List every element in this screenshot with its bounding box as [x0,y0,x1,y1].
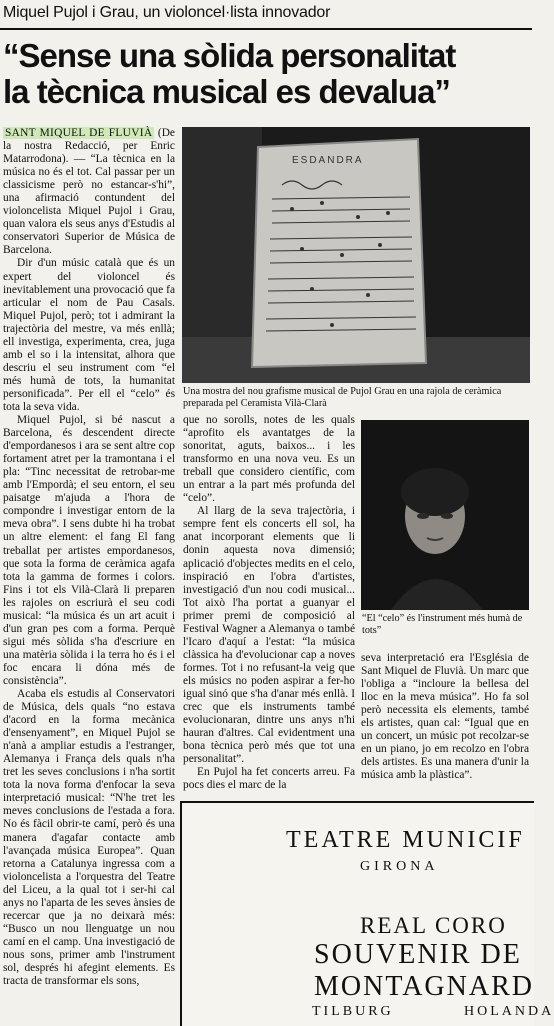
lead-text: (De la nostra Redacció, per Enric Matarrodona). — “La tècnica en la música no és el tot. Cal passar per un classicisme però no estancar-s'hi”, una afirmació contundent del violoncelista Miquel Pujol i Grau, quan valora els seus anys d'Estudis al conservatori Superior de Música de Barcelona. [3,127,175,257]
article-kicker: Miquel Pujol i Grau, un violoncel·lista innovador [3,4,331,21]
ceramic-tile-photo [182,127,530,383]
article-column-3 [361,652,529,798]
photo-caption-2: “El “celo” és l'instrument més humà de tots” [362,613,523,636]
lead-paragraph [3,127,175,257]
portrait-illustration [361,420,529,610]
ad-origin-country: HOLANDA [464,1004,554,1019]
body-paragraph: Dir d'un músic català que és un expert del violoncel és inevitablement una provocació que fa articular el nom de Pau Casals. Miquel Pujol, però; tot i admirant la trajectòria del mestre, va més enllà; ell investiga, experimenta, crea, juga amb el so i la intensitat, alhora que descriu el seu instrument com “el més humà de tots, la humanitat personificada”. Per ell el “celo” és tota la seva vida. [3,257,175,413]
ad-title-line-2: MONTAGNARD [314,971,534,1002]
article-column-2 [183,414,355,799]
article-column-1 [3,127,175,1024]
ad-choir-name: REAL CORO [360,913,507,938]
body-paragraph: Al llarg de la seva trajectòria, i sempre fent els concerts ell sol, ha anat incorporant elements que li donin aquesta nova dimensió; aplicació d'objectes medits en el celo, inspiració en l'obra d'artistes, investigació d'un nou codi musical... Tot això l'ha portat a guanyar el primer premi de composició al Festival Wagner a Alemanya o també l'Icaro d'aquí a l'estat: “la música clàssica ha d'evolucionar cap a noves formes. Tot i no refusant-la veig que els músics no poden aspirar a fer-ho igual sinó que s'ha d'anar més enllà. I crec que els instruments també evolucionaran, dintre uns anys n'hi hauran d'altres. Cal evidentment una bona tècnica però més que tot una personalitat”. [183,505,355,766]
headline-line-2: la tècnica musical es devalua” [3,73,450,110]
ad-origin-city: TILBURG [312,1004,394,1019]
headline-line-1: “Sense una sòlida personalitat [3,37,456,74]
body-paragraph: Acaba els estudis al Conservatori de Música, dels quals “no estava d'acord en la forma mecànica d'ensenyament”, en Miquel Pujol se n'anà a ampliar estudis a l'estranger, Alemanya i França dels quals n'ha tret les seves conclusions i n'ha sortit tota la nova forma d'enfocar la seva interpretació musical: “N'he tret les meves conclusions de l'estada a fora. No és fàcil obrir-te camí, però és una manera d'agafar contacte amb l'avançada música Europea”. Quan retorna a Catalunya ingressa com a violoncelista a l'orquestra del Teatre del Liceu, a la qual tot i ser-hi cal anys no l'aparta de les seves ànsies de recercar que ja no deixarà més: “Busco un nou llenguatge un nou camí en el camp. Una investigació de nous sons, primer amb l'instrument sol, després hi afegint elements. Es tracta de transformar els sons, [3,688,175,988]
body-paragraph: En Pujol ha fet concerts arreu. Fa pocs dies el marc de la [183,766,355,792]
ad-title-line-1: SOUVENIR DE [314,939,522,970]
body-paragraph: Miquel Pujol, si bé nascut a Barcelona, és descendent directe d'empordanesos i ara se sent altre cop fortament atret per la tramontana i el pla: “Tinc necessitat de retrobar-me amb l'Empordà; el seu entorn, el seu paisatge m'ajuda a l'hora de compondre i investigar entorn de la meva obra”. I sens dubte hi ha trobat un altre element: el fang El fang treballat per artistes empordanesos, que sota la forma de ceràmica agafa tota la gamma de formes i colors. Fins i tot els Vilà-Clarà li preparen les rajoles on escriurà el seu codi musical: “la música és un art acuit i d'un gran pes com a forma. Perquè sigui més sòlida s'ha d'escriure en una matèria sòlida i la terra ho és i el foc encara li dóna més de consistència”. [3,414,175,687]
portrait-photo [361,420,529,610]
body-paragraph: que no sorolls, notes de les quals “aprofito els avantatges de la sonoritat, aguts, baixos... i les transformo en una nova veu. Es un treball que considero científic, com un entrar a la part més profunda del “celo”. [183,414,355,505]
photo-caption-1: Una mostra del nou grafisme musical de Pujol Grau en una rajola de ceràmica preparada pel Ceramista Vilà-Clarà [183,386,502,409]
ad-venue: TEATRE MUNICIF [286,827,525,853]
dateline: SANT MIQUEL DE FLUVIÀ [5,127,153,139]
body-paragraph: seva interpretació era l'Església de Sant Miquel de Fluvià. Un marc que l'obliga a “incloure la bellesa del lloc en la meva música”. Ho fa sol però necessita els elements, també els artistes, quan cal: “Igual que en un concert, un músic pot recolzar-se en un piano, jo em recolzo en l'obra dels artistes. Es una manera d'unir la música amb la plàstica”. [361,652,529,782]
article-headline [3,38,529,110]
theatre-advertisement [180,801,554,1026]
header-rule [0,28,532,30]
ad-city: GIRONA [360,859,439,874]
tile-inscription: ESDANDRA [292,155,364,166]
